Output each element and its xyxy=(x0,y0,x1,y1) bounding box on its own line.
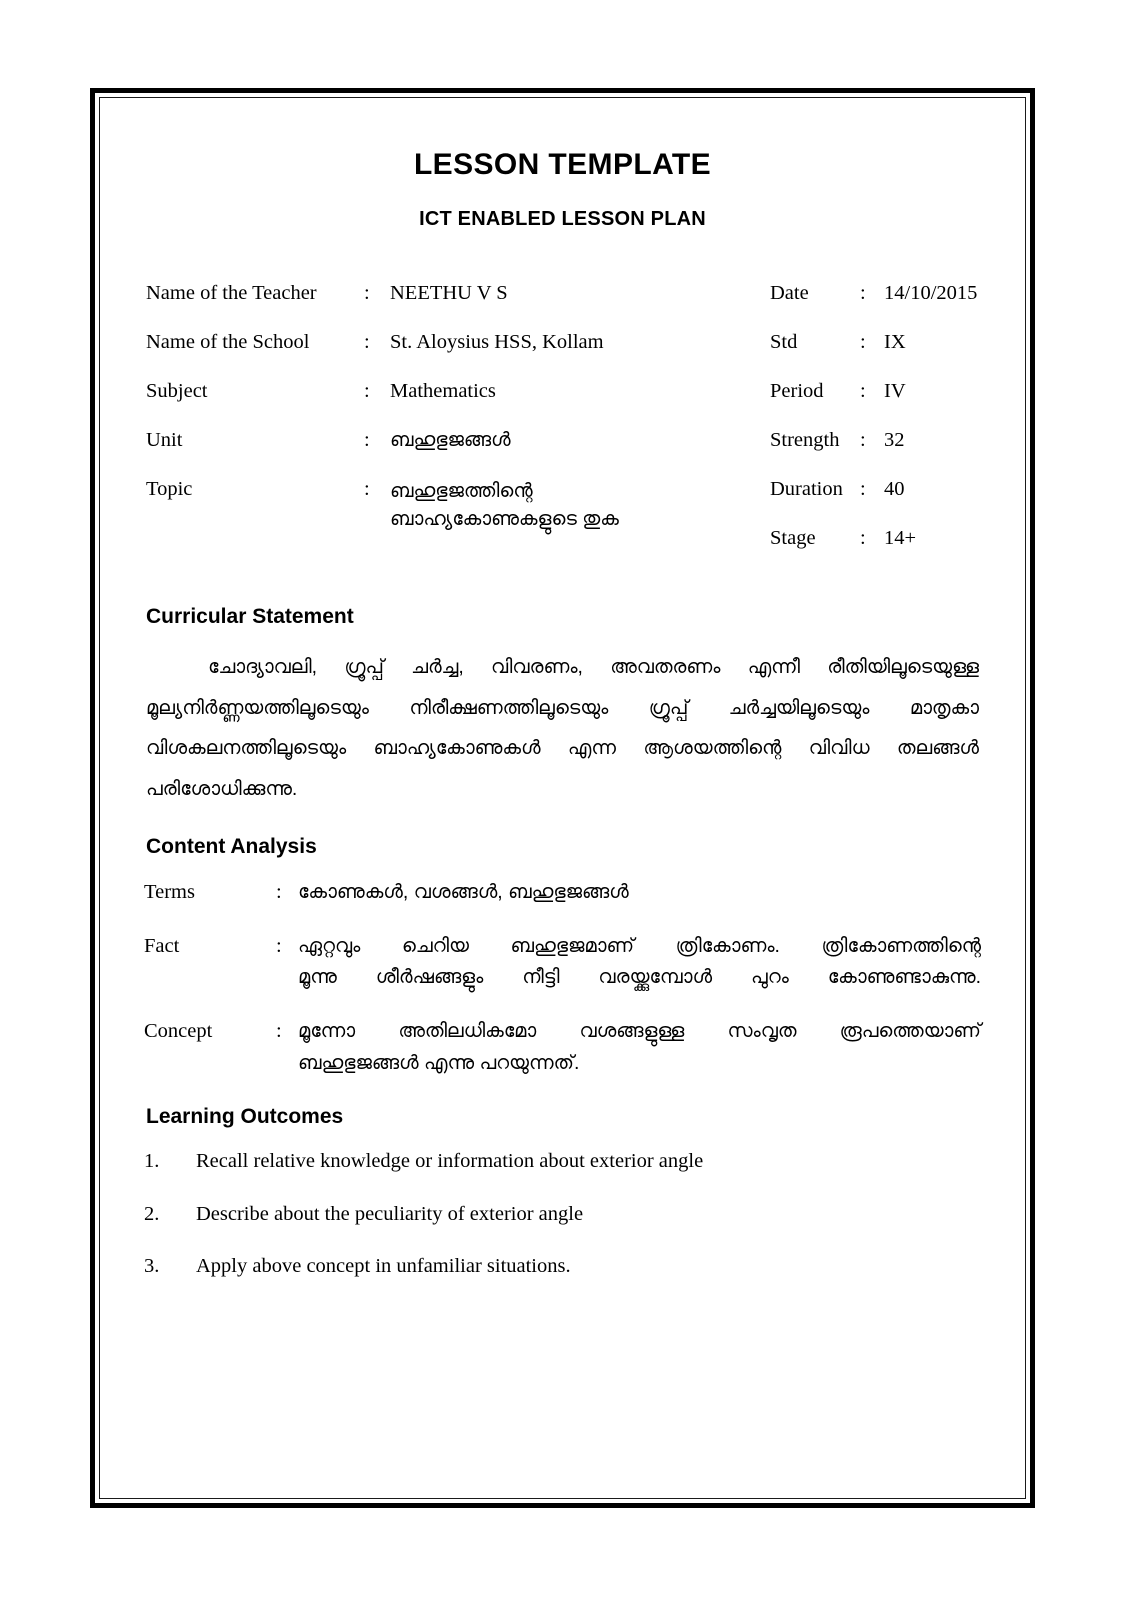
learning-outcome-text: Apply above concept in unfamiliar situations. xyxy=(196,1255,571,1278)
meta-row-stage xyxy=(770,526,1050,575)
page-subtitle: ICT ENABLED LESSON PLAN xyxy=(419,208,706,230)
content-analysis-row-terms xyxy=(144,877,981,909)
meta-value-date: 14/10/2015 xyxy=(884,282,978,304)
meta-label-teacher: Name of the Teacher xyxy=(146,282,317,304)
meta-value-duration: 40 xyxy=(884,478,905,500)
meta-colon: : xyxy=(860,380,866,402)
content-analysis-fact-line2: മൂന്നു ശീർഷങ്ങളും നീട്ടി വരയ്ക്കുമ്പോൾ പുറം കോണുണ്ടാകുന്നു. xyxy=(298,966,981,989)
learning-outcome-number: 1. xyxy=(144,1150,160,1173)
meta-row-teacher xyxy=(146,281,706,330)
content-analysis-value-concept xyxy=(298,1016,981,1079)
learning-outcome-text: Describe about the peculiarity of exterior angle xyxy=(196,1202,584,1225)
meta-value-topic-line2: ബാഹ്യകോണുകളുടെ തുക xyxy=(390,508,619,531)
meta-colon: : xyxy=(860,478,866,500)
content-analysis-label-concept: Concept xyxy=(144,1019,213,1042)
content-analysis-value-terms xyxy=(298,877,981,909)
learning-outcome-item xyxy=(144,1200,981,1229)
learning-outcome-text: Recall relative knowledge or information about exterior angle xyxy=(196,1150,704,1173)
meta-row-school xyxy=(146,330,706,379)
content-analysis-fact-line1: ഏറ്റവും ചെറിയ ബഹുഭുജമാണ് ത്രികോണം. ത്രികോണത്തിന്റെ xyxy=(298,934,981,957)
meta-value-teacher: NEETHU V S xyxy=(390,282,508,304)
content-analysis-section xyxy=(144,835,981,1079)
meta-colon: : xyxy=(860,429,866,451)
learning-outcome-item xyxy=(144,1147,981,1176)
lesson-meta-left-column xyxy=(146,281,706,534)
meta-label-period: Period xyxy=(770,380,824,402)
content-analysis-terms-line1: കോണുകൾ, വശങ്ങൾ, ബഹുഭുജങ്ങൾ xyxy=(298,881,629,904)
content-analysis-heading: Content Analysis xyxy=(146,835,317,859)
meta-colon: : xyxy=(364,478,370,500)
page-content xyxy=(100,98,1025,1498)
meta-value-strength: 32 xyxy=(884,429,905,451)
learning-outcome-number: 3. xyxy=(144,1255,160,1278)
learning-outcomes-heading: Learning Outcomes xyxy=(146,1105,344,1129)
lesson-meta-right-column xyxy=(770,281,1050,575)
meta-label-strength: Strength xyxy=(770,429,840,451)
content-analysis-concept-line1: മൂന്നോ അതിലധികമോ വശങ്ങളുള്ള സംവൃത രൂപത്തെയാണ് xyxy=(298,1019,981,1042)
meta-colon: : xyxy=(860,282,866,304)
content-analysis-value-fact xyxy=(298,931,981,994)
meta-colon: : xyxy=(364,282,370,304)
meta-colon: : xyxy=(364,380,370,402)
meta-row-strength xyxy=(770,428,1050,477)
meta-row-date xyxy=(770,281,1050,330)
curricular-statement-text: ചോദ്യാവലി, ഗ്രൂപ്പ് ചർച്ച, വിവരണം, അവതരണം എന്നീ രീതിയിലൂടെയുള്ള മൂല്യനിർണ്ണയത്തിലൂടെയും നിരീക്ഷണത്തിലൂടെയും ഗ്രൂപ്പ് ചർച്ചയിലൂടെയും മാതൃകാ വിശകലനത്തിലൂടെയും ബാഹ്യകോണുകൾ എന്ന ആശയത്തിന്റെ വിവിധ തലങ്ങൾ പരിശോധിക്കുന്നു. xyxy=(146,656,979,800)
meta-value-school: St. Aloysius HSS, Kollam xyxy=(390,331,604,353)
content-analysis-label-terms: Terms xyxy=(144,881,195,904)
content-analysis-colon: : xyxy=(276,1019,282,1042)
meta-label-date: Date xyxy=(770,282,809,304)
meta-value-stage: 14+ xyxy=(884,527,917,549)
meta-row-topic xyxy=(146,477,706,534)
content-analysis-colon: : xyxy=(276,934,282,957)
learning-outcome-number: 2. xyxy=(144,1202,160,1225)
meta-row-std xyxy=(770,330,1050,379)
meta-value-unit: ബഹുഭുജങ്ങൾ xyxy=(390,429,511,451)
lesson-meta-table xyxy=(144,281,981,571)
content-analysis-row-concept xyxy=(144,1016,981,1079)
meta-value-subject: Mathematics xyxy=(390,380,496,402)
curricular-statement-heading: Curricular Statement xyxy=(146,605,354,628)
curricular-statement-section xyxy=(144,605,981,809)
learning-outcomes-section xyxy=(144,1105,981,1281)
meta-label-unit: Unit xyxy=(146,429,183,451)
page-border-frame xyxy=(90,88,1035,1508)
meta-label-stage: Stage xyxy=(770,527,816,549)
page-title: LESSON TEMPLATE xyxy=(413,148,712,181)
meta-row-period xyxy=(770,379,1050,428)
meta-label-std: Std xyxy=(770,331,798,353)
content-analysis-colon: : xyxy=(276,881,282,904)
meta-label-school: Name of the School xyxy=(146,331,310,353)
content-analysis-concept-line2: ബഹുഭുജങ്ങൾ എന്നു പറയുന്നത്. xyxy=(298,1051,580,1074)
meta-value-std: IX xyxy=(884,331,906,353)
content-analysis-row-fact xyxy=(144,931,981,994)
meta-colon: : xyxy=(364,331,370,353)
page-border-inner xyxy=(99,97,1026,1499)
content-analysis-label-fact: Fact xyxy=(144,934,180,957)
meta-value-topic-line1: ബഹുഭുജത്തിന്റെ xyxy=(390,480,533,502)
meta-row-duration xyxy=(770,477,1050,526)
meta-label-duration: Duration xyxy=(770,478,843,500)
meta-colon: : xyxy=(860,331,866,353)
meta-value-period: IV xyxy=(884,380,906,402)
meta-label-topic: Topic xyxy=(146,478,193,500)
meta-row-unit xyxy=(146,428,706,477)
meta-value-topic xyxy=(390,477,706,534)
meta-colon: : xyxy=(364,429,370,451)
meta-row-subject xyxy=(146,379,706,428)
learning-outcome-item xyxy=(144,1252,981,1281)
meta-colon: : xyxy=(860,527,866,549)
meta-label-subject: Subject xyxy=(146,380,208,402)
